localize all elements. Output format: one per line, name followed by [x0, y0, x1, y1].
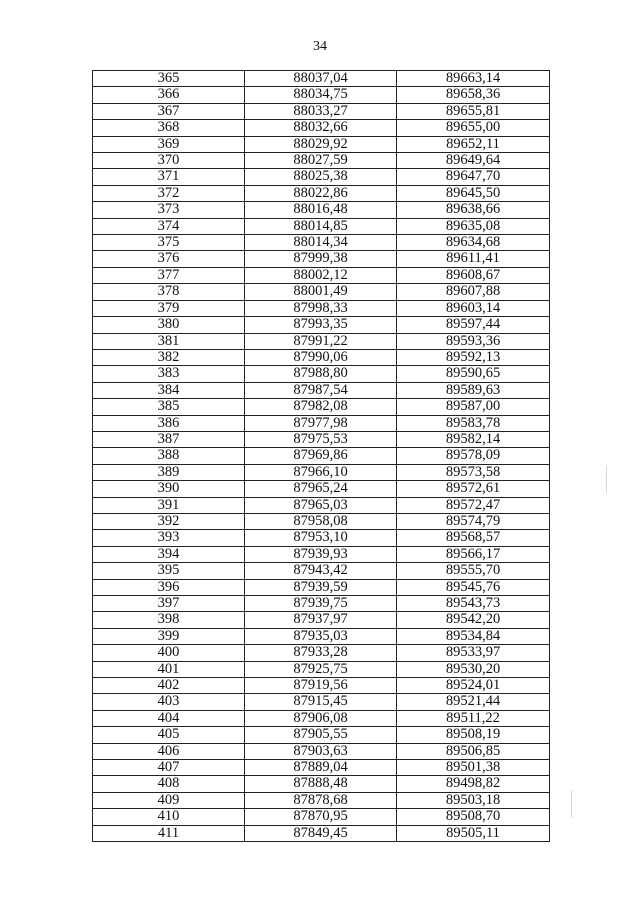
x-coordinate-cell: 87870,95 — [245, 809, 397, 825]
point-number-cell: 409 — [93, 792, 245, 808]
table-row — [93, 464, 550, 480]
table-row — [93, 120, 550, 136]
point-number-cell: 382 — [93, 349, 245, 365]
y-coordinate-cell: 89647,70 — [397, 169, 550, 185]
y-coordinate-cell: 89593,36 — [397, 333, 550, 349]
y-coordinate-cell: 89649,64 — [397, 153, 550, 169]
x-coordinate-cell: 87939,93 — [245, 546, 397, 562]
y-coordinate-cell: 89597,44 — [397, 317, 550, 333]
table-row — [93, 792, 550, 808]
point-number-cell: 411 — [93, 825, 245, 841]
point-number-cell: 399 — [93, 628, 245, 644]
table-row — [93, 645, 550, 661]
y-coordinate-cell: 89533,97 — [397, 645, 550, 661]
table-row — [93, 284, 550, 300]
y-coordinate-cell: 89508,19 — [397, 727, 550, 743]
y-coordinate-cell: 89578,09 — [397, 448, 550, 464]
table-row — [93, 628, 550, 644]
table-row — [93, 267, 550, 283]
point-number-cell: 389 — [93, 464, 245, 480]
x-coordinate-cell: 87849,45 — [245, 825, 397, 841]
table-row — [93, 415, 550, 431]
table-row — [93, 448, 550, 464]
point-number-cell: 369 — [93, 136, 245, 152]
y-coordinate-cell: 89583,78 — [397, 415, 550, 431]
y-coordinate-cell: 89572,47 — [397, 497, 550, 513]
point-number-cell: 403 — [93, 694, 245, 710]
point-number-cell: 379 — [93, 300, 245, 316]
y-coordinate-cell: 89608,67 — [397, 267, 550, 283]
y-coordinate-cell: 89508,70 — [397, 809, 550, 825]
x-coordinate-cell: 87988,80 — [245, 366, 397, 382]
scan-edge-mark — [606, 465, 607, 493]
point-number-cell: 404 — [93, 710, 245, 726]
x-coordinate-cell: 87966,10 — [245, 464, 397, 480]
table-row — [93, 760, 550, 776]
y-coordinate-cell: 89501,38 — [397, 760, 550, 776]
x-coordinate-cell: 87919,56 — [245, 678, 397, 694]
y-coordinate-cell: 89655,81 — [397, 103, 550, 119]
y-coordinate-cell: 89498,82 — [397, 776, 550, 792]
point-number-cell: 368 — [93, 120, 245, 136]
x-coordinate-cell: 87993,35 — [245, 317, 397, 333]
y-coordinate-cell: 89542,20 — [397, 612, 550, 628]
coordinates-table — [92, 70, 550, 842]
table-row — [93, 399, 550, 415]
y-coordinate-cell: 89607,88 — [397, 284, 550, 300]
y-coordinate-cell: 89543,73 — [397, 596, 550, 612]
table-row — [93, 497, 550, 513]
table-row — [93, 710, 550, 726]
x-coordinate-cell: 87990,06 — [245, 349, 397, 365]
table-row — [93, 185, 550, 201]
table-row — [93, 218, 550, 234]
x-coordinate-cell: 87903,63 — [245, 743, 397, 759]
table-row — [93, 153, 550, 169]
point-number-cell: 395 — [93, 563, 245, 579]
x-coordinate-cell: 88022,86 — [245, 185, 397, 201]
table-row — [93, 333, 550, 349]
point-number-cell: 387 — [93, 431, 245, 447]
table-row — [93, 530, 550, 546]
point-number-cell: 402 — [93, 678, 245, 694]
point-number-cell: 367 — [93, 103, 245, 119]
x-coordinate-cell: 88032,66 — [245, 120, 397, 136]
y-coordinate-cell: 89521,44 — [397, 694, 550, 710]
x-coordinate-cell: 88001,49 — [245, 284, 397, 300]
table-row — [93, 809, 550, 825]
x-coordinate-cell: 87998,33 — [245, 300, 397, 316]
x-coordinate-cell: 87878,68 — [245, 792, 397, 808]
x-coordinate-cell: 87937,97 — [245, 612, 397, 628]
table-row — [93, 694, 550, 710]
table-row — [93, 579, 550, 595]
table-row — [93, 71, 550, 87]
y-coordinate-cell: 89534,84 — [397, 628, 550, 644]
y-coordinate-cell: 89611,41 — [397, 251, 550, 267]
table-row — [93, 596, 550, 612]
y-coordinate-cell: 89503,18 — [397, 792, 550, 808]
y-coordinate-cell: 89568,57 — [397, 530, 550, 546]
point-number-cell: 377 — [93, 267, 245, 283]
table-row — [93, 546, 550, 562]
point-number-cell: 390 — [93, 481, 245, 497]
y-coordinate-cell: 89505,11 — [397, 825, 550, 841]
point-number-cell: 366 — [93, 87, 245, 103]
table-row — [93, 103, 550, 119]
y-coordinate-cell: 89652,11 — [397, 136, 550, 152]
x-coordinate-cell: 88014,34 — [245, 235, 397, 251]
point-number-cell: 383 — [93, 366, 245, 382]
point-number-cell: 398 — [93, 612, 245, 628]
table-row — [93, 727, 550, 743]
y-coordinate-cell: 89635,08 — [397, 218, 550, 234]
point-number-cell: 406 — [93, 743, 245, 759]
point-number-cell: 381 — [93, 333, 245, 349]
point-number-cell: 388 — [93, 448, 245, 464]
x-coordinate-cell: 88034,75 — [245, 87, 397, 103]
coordinates-table-body — [93, 71, 550, 842]
point-number-cell: 405 — [93, 727, 245, 743]
point-number-cell: 384 — [93, 382, 245, 398]
x-coordinate-cell: 87935,03 — [245, 628, 397, 644]
x-coordinate-cell: 87888,48 — [245, 776, 397, 792]
point-number-cell: 380 — [93, 317, 245, 333]
y-coordinate-cell: 89638,66 — [397, 202, 550, 218]
y-coordinate-cell: 89506,85 — [397, 743, 550, 759]
point-number-cell: 391 — [93, 497, 245, 513]
x-coordinate-cell: 88014,85 — [245, 218, 397, 234]
point-number-cell: 392 — [93, 513, 245, 529]
y-coordinate-cell: 89524,01 — [397, 678, 550, 694]
x-coordinate-cell: 87982,08 — [245, 399, 397, 415]
x-coordinate-cell: 88037,04 — [245, 71, 397, 87]
table-row — [93, 349, 550, 365]
x-coordinate-cell: 87965,03 — [245, 497, 397, 513]
point-number-cell: 385 — [93, 399, 245, 415]
y-coordinate-cell: 89658,36 — [397, 87, 550, 103]
table-row — [93, 612, 550, 628]
point-number-cell: 407 — [93, 760, 245, 776]
x-coordinate-cell: 87965,24 — [245, 481, 397, 497]
x-coordinate-cell: 88002,12 — [245, 267, 397, 283]
x-coordinate-cell: 88027,59 — [245, 153, 397, 169]
table-row — [93, 366, 550, 382]
x-coordinate-cell: 87915,45 — [245, 694, 397, 710]
table-row — [93, 431, 550, 447]
table-row — [93, 743, 550, 759]
y-coordinate-cell: 89587,00 — [397, 399, 550, 415]
table-row — [93, 776, 550, 792]
y-coordinate-cell: 89574,79 — [397, 513, 550, 529]
y-coordinate-cell: 89590,65 — [397, 366, 550, 382]
x-coordinate-cell: 87943,42 — [245, 563, 397, 579]
point-number-cell: 378 — [93, 284, 245, 300]
x-coordinate-cell: 87975,53 — [245, 431, 397, 447]
y-coordinate-cell: 89663,14 — [397, 71, 550, 87]
point-number-cell: 375 — [93, 235, 245, 251]
x-coordinate-cell: 87991,22 — [245, 333, 397, 349]
y-coordinate-cell: 89645,50 — [397, 185, 550, 201]
point-number-cell: 386 — [93, 415, 245, 431]
table-row — [93, 382, 550, 398]
x-coordinate-cell: 88029,92 — [245, 136, 397, 152]
y-coordinate-cell: 89589,63 — [397, 382, 550, 398]
y-coordinate-cell: 89655,00 — [397, 120, 550, 136]
point-number-cell: 397 — [93, 596, 245, 612]
y-coordinate-cell: 89572,61 — [397, 481, 550, 497]
y-coordinate-cell: 89566,17 — [397, 546, 550, 562]
x-coordinate-cell: 87969,86 — [245, 448, 397, 464]
point-number-cell: 365 — [93, 71, 245, 87]
point-number-cell: 370 — [93, 153, 245, 169]
table-row — [93, 202, 550, 218]
x-coordinate-cell: 87905,55 — [245, 727, 397, 743]
x-coordinate-cell: 88025,38 — [245, 169, 397, 185]
x-coordinate-cell: 88016,48 — [245, 202, 397, 218]
table-row — [93, 235, 550, 251]
table-row — [93, 300, 550, 316]
x-coordinate-cell: 87906,08 — [245, 710, 397, 726]
point-number-cell: 410 — [93, 809, 245, 825]
x-coordinate-cell: 87925,75 — [245, 661, 397, 677]
y-coordinate-cell: 89555,70 — [397, 563, 550, 579]
x-coordinate-cell: 87958,08 — [245, 513, 397, 529]
point-number-cell: 396 — [93, 579, 245, 595]
point-number-cell: 393 — [93, 530, 245, 546]
scan-edge-mark — [571, 790, 572, 818]
table-row — [93, 513, 550, 529]
x-coordinate-cell: 87953,10 — [245, 530, 397, 546]
table-row — [93, 481, 550, 497]
y-coordinate-cell: 89511,22 — [397, 710, 550, 726]
table-row — [93, 87, 550, 103]
y-coordinate-cell: 89603,14 — [397, 300, 550, 316]
point-number-cell: 374 — [93, 218, 245, 234]
y-coordinate-cell: 89573,58 — [397, 464, 550, 480]
point-number-cell: 372 — [93, 185, 245, 201]
page-number: 34 — [313, 39, 327, 54]
y-coordinate-cell: 89545,76 — [397, 579, 550, 595]
x-coordinate-cell: 88033,27 — [245, 103, 397, 119]
point-number-cell: 376 — [93, 251, 245, 267]
x-coordinate-cell: 87939,59 — [245, 579, 397, 595]
x-coordinate-cell: 87939,75 — [245, 596, 397, 612]
table-row — [93, 136, 550, 152]
table-row — [93, 251, 550, 267]
table-row — [93, 169, 550, 185]
y-coordinate-cell: 89582,14 — [397, 431, 550, 447]
point-number-cell: 394 — [93, 546, 245, 562]
y-coordinate-cell: 89530,20 — [397, 661, 550, 677]
x-coordinate-cell: 87987,54 — [245, 382, 397, 398]
y-coordinate-cell: 89634,68 — [397, 235, 550, 251]
x-coordinate-cell: 87977,98 — [245, 415, 397, 431]
point-number-cell: 373 — [93, 202, 245, 218]
x-coordinate-cell: 87889,04 — [245, 760, 397, 776]
x-coordinate-cell: 87999,38 — [245, 251, 397, 267]
table-row — [93, 317, 550, 333]
point-number-cell: 401 — [93, 661, 245, 677]
table-row — [93, 661, 550, 677]
point-number-cell: 371 — [93, 169, 245, 185]
table-row — [93, 678, 550, 694]
table-row — [93, 825, 550, 841]
y-coordinate-cell: 89592,13 — [397, 349, 550, 365]
point-number-cell: 400 — [93, 645, 245, 661]
x-coordinate-cell: 87933,28 — [245, 645, 397, 661]
point-number-cell: 408 — [93, 776, 245, 792]
table-row — [93, 563, 550, 579]
